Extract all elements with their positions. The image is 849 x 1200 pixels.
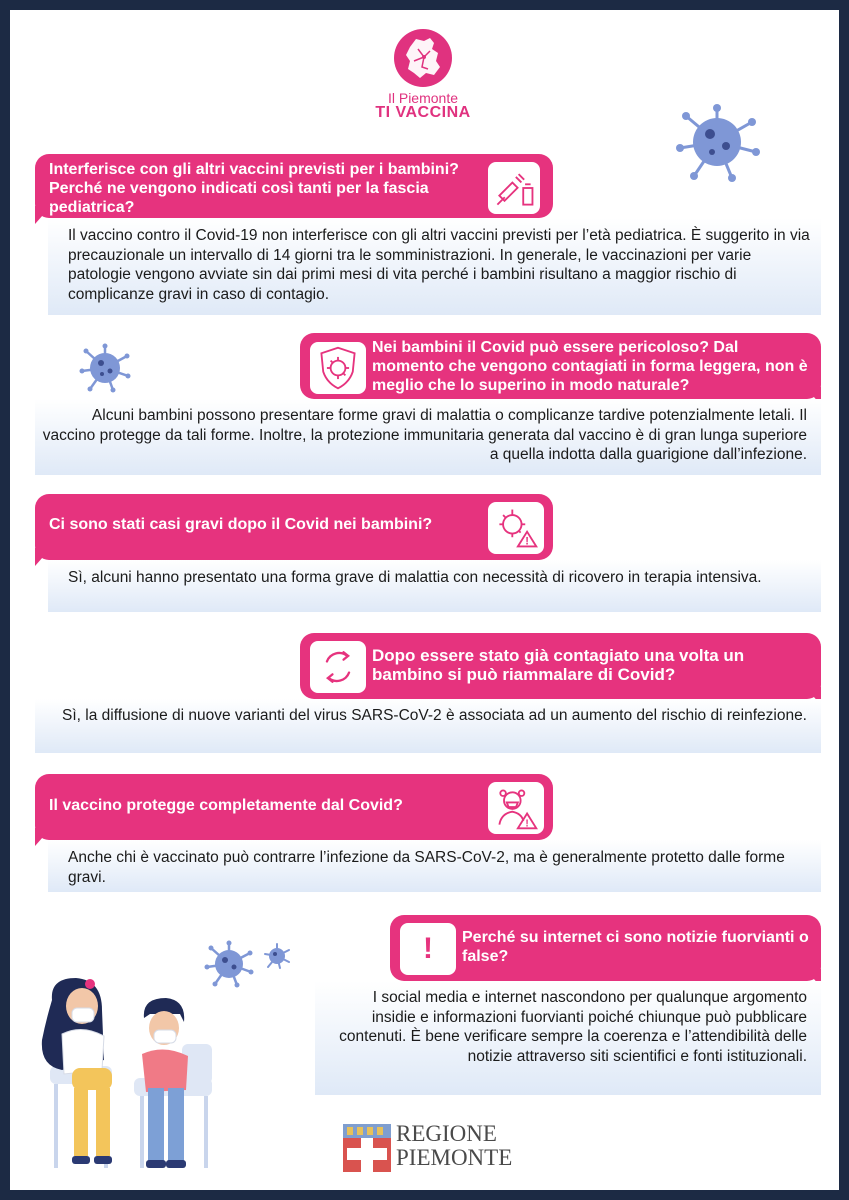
faq-question-2: Nei bambini il Covid può essere pericoloso? Dal momento che vengono contagiati in forma leggera, non è meglio che lo superino in modo naturale? xyxy=(300,333,821,399)
logo-text-bottom: TI VACCINA xyxy=(375,104,471,121)
faq-answer-6: I social media e internet nascondono per qualunque argomento insidie e informazioni fuorvianti poiché chiunque può pubblicare contenuti. È bene verificare sempre la coerenza e l’attendibilità delle notizie attraverso siti scientifici e fonti istituzionali. xyxy=(315,981,821,1095)
infographic-page xyxy=(10,10,839,1190)
logo-text-top: Il Piemonte xyxy=(387,90,459,106)
faq-answer-2: Alcuni bambini possono presentare forme gravi di malattia o complicanze tardive potenzialmente letali. Il vaccino protegge da tali forme. Inoltre, la protezione immunitaria generata dal vaccino è di gran lunga superiore a quella indotta dalla guarigione dall’infezione. xyxy=(35,399,821,475)
faq-answer-4: Sì, la diffusione di nuove varianti del virus SARS-CoV-2 è associata ad un aumento del rischio di reinfezione. xyxy=(35,699,821,753)
faq-question-6: Perché su internet ci sono notizie fuorvianti o false? xyxy=(390,915,821,981)
faq-question-4: Dopo essere stato già contagiato una volta un bambino si può riammalare di Covid? xyxy=(300,633,821,699)
syringe-vial-icon xyxy=(488,162,540,214)
svg-text:!: ! xyxy=(525,818,529,830)
piemonte-map-icon xyxy=(394,29,452,87)
faq-question-5: Il vaccino protegge completamente dal Covid? xyxy=(35,774,553,840)
faq-answer-5: Anche chi è vaccinato può contrarre l’infezione da SARS-CoV-2, ma è generalmente protetto dalle forme gravi. xyxy=(48,840,821,892)
faq-question-3: Ci sono stati casi gravi dopo il Covid nei bambini? xyxy=(35,494,553,560)
children-illustration xyxy=(32,970,232,1180)
regione-piemonte-logo-icon xyxy=(343,1124,391,1177)
faq-answer-3: Sì, alcuni hanno presentato una forma grave di malattia con necessità di ricovero in terapia intensiva. xyxy=(48,560,821,612)
regione-piemonte-text xyxy=(396,1122,512,1170)
virus-icon xyxy=(78,343,132,393)
virus-shield-icon xyxy=(310,342,366,394)
exclamation-icon: ! xyxy=(400,923,456,975)
virus-warning-icon xyxy=(488,502,544,554)
child-mask-warning-icon xyxy=(488,782,544,834)
piemonte-line: PIEMONTE xyxy=(396,1145,513,1170)
svg-text:!: ! xyxy=(525,535,529,548)
refresh-cycle-icon xyxy=(310,641,366,693)
regione-line: REGIONE xyxy=(396,1121,497,1146)
faq-question-1: Interferisce con gli altri vaccini previsti per i bambini? Perché ne vengono indicati così tanti per la fascia pediatrica? xyxy=(35,154,553,218)
virus-icon xyxy=(262,942,292,970)
virus-icon xyxy=(672,102,762,182)
faq-answer-1: Il vaccino contro il Covid-19 non interferisce con gli altri vaccini previsti per l’età pediatrica. È suggerito in via precauzionale un intervallo di 14 giorni tra le somministrazioni. In generale, le vaccinazioni per varie patologie vengono avviate sin dai primi mesi di vita perché i bambini risultano a maggior rischio di complicanze gravi in caso di contagio. xyxy=(48,218,821,315)
